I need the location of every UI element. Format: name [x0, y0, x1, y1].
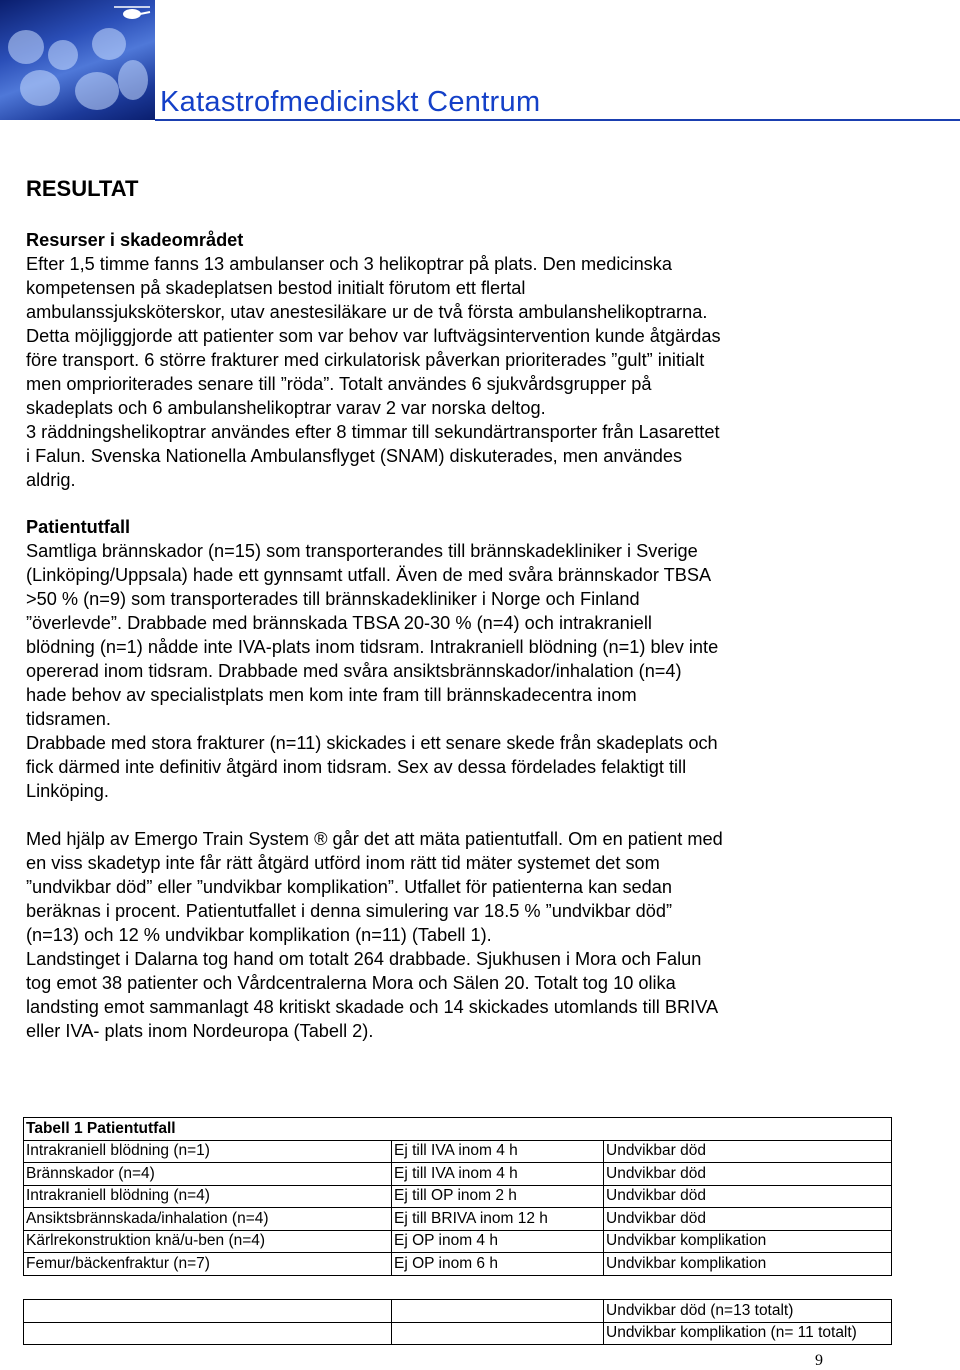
table-cell: Undvikbar komplikation: [604, 1253, 892, 1276]
emergo-section: [26, 827, 936, 1043]
text-line: före transport. 6 större frakturer med cirkulatorisk påverkan prioriterades ”gult” initialt: [26, 350, 705, 370]
table-cell: Undvikbar död: [604, 1185, 892, 1208]
section-title: RESULTAT: [26, 176, 139, 201]
text-line: Samtliga brännskador (n=15) som transporterandes till brännskadekliniker i Sverige: [26, 541, 698, 561]
patient-outcome-heading: Patientutfall: [26, 517, 131, 537]
text-line: opererad inom tidsram. Drabbade med svåra ansiktsbrännskador/inhalation (n=4): [26, 661, 682, 681]
table-cell: Undvikbar död (n=13 totalt): [604, 1300, 892, 1323]
text-line: 3 räddningshelikoptrar användes efter 8 timmar till sekundärtransporter från Lasarettet: [26, 422, 720, 442]
table-row: [24, 1140, 892, 1163]
table-cell: [392, 1300, 604, 1323]
text-line: eller IVA- plats inom Nordeuropa (Tabell 2).: [26, 1021, 374, 1041]
text-line: ambulanssjuksköterskor, utav anestesiläkare ur de två första ambulanshelikoptrarna.: [26, 302, 708, 322]
table-cell: Undvikbar död: [604, 1140, 892, 1163]
resources-section: [26, 228, 936, 492]
text-line: ”överlevde”. Drabbade med brännskada TBSA 20-30 % (n=4) och intrakraniell: [26, 613, 652, 633]
text-line: aldrig.: [26, 470, 76, 490]
logo-image: [0, 0, 155, 120]
patient-outcome-section: [26, 515, 936, 803]
table-cell: Kärlrekonstruktion knä/u-ben (n=4): [24, 1230, 392, 1253]
table-cell: Intrakraniell blödning (n=4): [24, 1185, 392, 1208]
text-line: tidsramen.: [26, 709, 111, 729]
table-cell: Ej till BRIVA inom 12 h: [392, 1208, 604, 1231]
table-cell: Ej till OP inom 2 h: [392, 1185, 604, 1208]
text-line: kompetensen på skadeplatsen bestod initialt förutom ett flertal: [26, 278, 526, 298]
resources-heading: Resurser i skadeområdet: [26, 230, 244, 250]
table-cell: Ej till IVA inom 4 h: [392, 1163, 604, 1186]
text-line: en viss skadetyp inte får rätt åtgärd utförd inom rätt tid mäter systemet det som: [26, 853, 660, 873]
text-line: Drabbade med stora frakturer (n=11) skickades i ett senare skede från skadeplats och: [26, 733, 718, 753]
table-cell: Ej OP inom 4 h: [392, 1230, 604, 1253]
text-line: landsting emot sammanlagt 48 kritiskt skadade och 14 skickades utomlands till BRIVA: [26, 997, 719, 1017]
helicopter-icon: [112, 4, 152, 24]
text-line: beräknas i procent. Patientutfallet i denna simulering var 18.5 % ”undvikbar död”: [26, 901, 673, 921]
text-line: blödning (n=1) nådde inte IVA-plats inom tidsram. Intrakraniell blödning (n=1) blev inte: [26, 637, 719, 657]
table-row: [24, 1185, 892, 1208]
table-cell: Ansiktsbrännskada/inhalation (n=4): [24, 1208, 392, 1231]
table-cell: [24, 1300, 392, 1323]
text-line: Med hjälp av Emergo Train System ® går det att mäta patientutfall. Om en patient med: [26, 829, 723, 849]
table-cell: Undvikbar komplikation: [604, 1230, 892, 1253]
table-cell: Intrakraniell blödning (n=1): [24, 1140, 392, 1163]
text-line: fick därmed inte definitiv åtgärd inom tidsram. Sex av dessa fördelades felaktigt till: [26, 757, 687, 777]
text-line: skadeplats och 6 ambulanshelikoptrar varav 2 var norska deltog.: [26, 398, 546, 418]
table-cell: Ej till IVA inom 4 h: [392, 1140, 604, 1163]
table-row: [24, 1230, 892, 1253]
table-cell: Undvikbar komplikation (n= 11 totalt): [604, 1322, 892, 1345]
text-line: i Falun. Svenska Nationella Ambulansflyget (SNAM) diskuterades, men användes: [26, 446, 683, 466]
text-line: Detta möjliggjorde att patienter som var behov var luftvägsintervention kunde åtgärdas: [26, 326, 721, 346]
text-line: Linköping.: [26, 781, 109, 801]
table-caption: Tabell 1 Patientutfall: [24, 1118, 892, 1141]
table-row: [24, 1253, 892, 1276]
table-cell: [392, 1322, 604, 1345]
table-row: [24, 1163, 892, 1186]
outcome-totals-table: [23, 1299, 892, 1345]
table-cell: [24, 1322, 392, 1345]
table-caption-row: [24, 1118, 892, 1141]
table-row: [24, 1300, 892, 1323]
text-line: >50 % (n=9) som transporterades till brännskadekliniker i Norge och Finland: [26, 589, 640, 609]
patient-outcome-table: [23, 1117, 892, 1276]
text-line: (Linköping/Uppsala) hade ett gynnsamt utfall. Även de med svåra brännskador TBSA: [26, 565, 712, 585]
header-title: Katastrofmedicinskt Centrum: [160, 86, 541, 118]
text-line: Efter 1,5 timme fanns 13 ambulanser och 3 helikoptrar på plats. Den medicinska: [26, 254, 672, 274]
page-number: 9: [815, 1352, 823, 1369]
text-line: (n=13) och 12 % undvikbar komplikation (n=11) (Tabell 1).: [26, 925, 492, 945]
table-cell: Brännskador (n=4): [24, 1163, 392, 1186]
table-cell: Undvikbar död: [604, 1208, 892, 1231]
table-cell: Femur/bäckenfraktur (n=7): [24, 1253, 392, 1276]
text-line: hade behov av specialistplats men kom inte fram till brännskadecentra inom: [26, 685, 637, 705]
table-cell: Ej OP inom 6 h: [392, 1253, 604, 1276]
text-line: Landstinget i Dalarna tog hand om totalt 264 drabbade. Sjukhusen i Mora och Falun: [26, 949, 702, 969]
table-row: [24, 1322, 892, 1345]
text-line: men omprioriterades senare till ”röda”. Totalt användes 6 sjukvårdsgrupper på: [26, 374, 652, 394]
header-divider: [155, 119, 960, 121]
text-line: tog emot 38 patienter och Vårdcentralerna Mora och Sälen 20. Totalt tog 10 olika: [26, 973, 676, 993]
table-row: [24, 1208, 892, 1231]
table-cell: Undvikbar död: [604, 1163, 892, 1186]
text-line: ”undvikbar död” eller ”undvikbar komplikation”. Utfallet för patienterna kan sedan: [26, 877, 672, 897]
